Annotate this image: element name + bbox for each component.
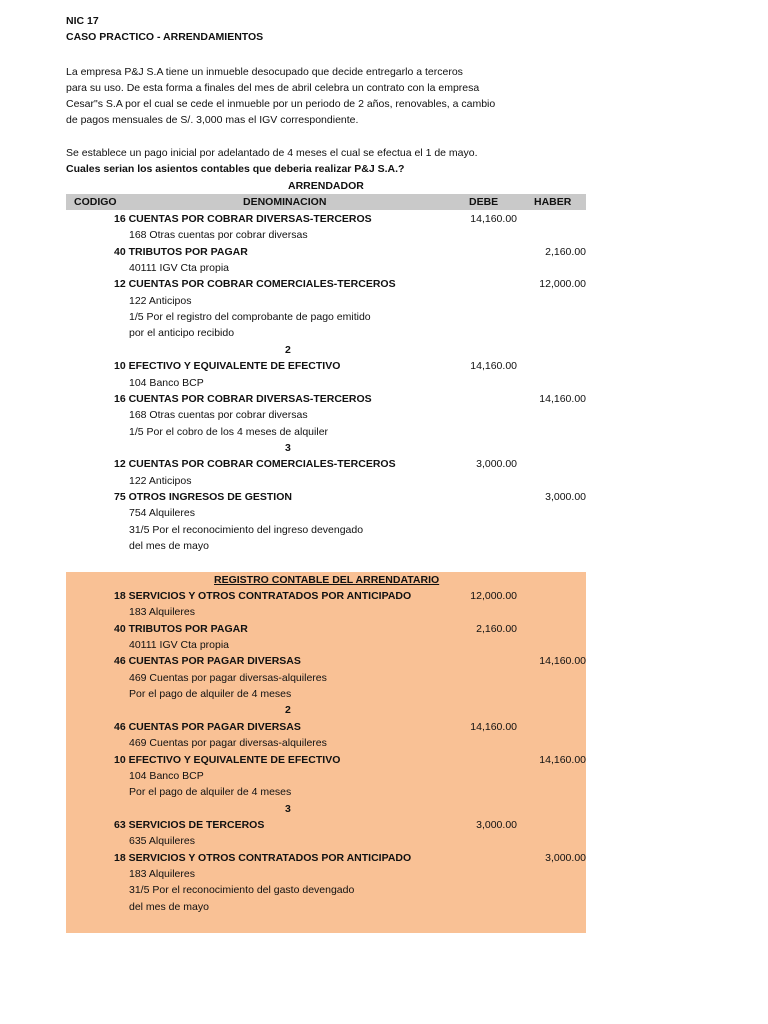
arrendatario-row-text: 635 Alquileres [129, 835, 195, 848]
arrendatario-row-debe: 3,000.00 [476, 818, 517, 831]
arrendatario-row-debe: 14,160.00 [470, 720, 517, 733]
arrendador-row-text: 168 Otras cuentas por cobrar diversas [129, 229, 308, 242]
arrendador-row-text: 1/5 Por el cobro de los 4 meses de alquiler [129, 425, 329, 438]
arrendatario-title: REGISTRO CONTABLE DEL ARRENDATARIO [214, 574, 440, 586]
arrendador-row-text: 16 CUENTAS POR COBRAR DIVERSAS-TERCEROS [114, 213, 372, 225]
arrendador-row-haber: 14,160.00 [539, 392, 586, 405]
arrendatario-row-text: Por el pago de alquiler de 4 meses [129, 786, 292, 799]
arrendatario-row-text: Por el pago de alquiler de 4 meses [129, 688, 292, 701]
arrendador-row-haber: 2,160.00 [545, 245, 586, 258]
arrendador-row-text: 1/5 Por el registro del comprobante de pago emitido [129, 311, 371, 324]
arrendatario-row-haber: 3,000.00 [545, 851, 586, 864]
intro-line-4: de pagos mensuales de S/. 3,000 mas el IGV correspondiente. [66, 114, 359, 126]
arrendador-row-text: 16 CUENTAS POR COBRAR DIVERSAS-TERCEROS [114, 392, 372, 405]
arrendador-title: ARRENDADOR [288, 180, 364, 192]
intro-line-2: para su uso. De esta forma a finales del mes de abril celebra un contrato con la empresa [66, 82, 480, 94]
arrendador-row-text: 754 Alquileres [129, 507, 195, 520]
arrendador-row-debe: 3,000.00 [476, 458, 517, 471]
arrendatario-row-text: 3 [285, 802, 291, 815]
arrendatario-row-text: del mes de mayo [129, 900, 209, 913]
arrendatario-row-text: 63 SERVICIOS DE TERCEROS [114, 818, 265, 831]
col-haber: HABER [534, 196, 572, 208]
arrendador-row-text: 31/5 Por el reconocimiento del ingreso devengado [129, 523, 364, 536]
arrendatario-row-text: 469 Cuentas por pagar diversas-alquileres [129, 671, 327, 684]
col-denominacion: DENOMINACION [243, 196, 327, 208]
arrendador-row-text: 10 EFECTIVO Y EQUIVALENTE DE EFECTIVO [114, 360, 341, 373]
arrendador-row-text: 104 Banco BCP [129, 376, 204, 389]
intro-line-1: La empresa P&J S.A tiene un inmueble desocupado que decide entregarlo a terceros [66, 66, 463, 78]
arrendatario-row-text: 10 EFECTIVO Y EQUIVALENTE DE EFECTIVO [114, 753, 341, 766]
arrendatario-row-text: 469 Cuentas por pagar diversas-alquileres [129, 737, 327, 750]
arrendatario-row-text: 40 TRIBUTOS POR PAGAR [114, 622, 248, 635]
arrendatario-row-text: 46 CUENTAS POR PAGAR DIVERSAS [114, 655, 301, 668]
arrendatario-row-text: 18 SERVICIOS Y OTROS CONTRATADOS POR ANTICIPADO [114, 590, 412, 602]
arrendador-row-text: del mes de mayo [129, 540, 209, 552]
arrendatario-row-debe: 2,160.00 [476, 622, 517, 635]
arrendador-row-text: 122 Anticipos [129, 294, 192, 307]
arrendatario-row-text: 104 Banco BCP [129, 769, 204, 782]
arrendador-row-text: 40 TRIBUTOS POR PAGAR [114, 245, 248, 258]
doc-subtitle: CASO PRACTICO - ARRENDAMIENTOS [66, 31, 264, 43]
arrendador-row-haber: 12,000.00 [539, 278, 586, 291]
arrendador-row-debe: 14,160.00 [470, 213, 517, 225]
arrendatario-row-text: 40111 IGV Cta propia [129, 639, 230, 652]
doc-title: NIC 17 [66, 15, 99, 27]
arrendador-row-text: 40111 IGV Cta propia [129, 262, 230, 275]
arrendador-row-text: 122 Anticipos [129, 474, 192, 487]
arrendatario-row-text: 46 CUENTAS POR PAGAR DIVERSAS [114, 720, 301, 733]
col-debe: DEBE [469, 196, 499, 208]
arrendatario-row-text: 31/5 Por el reconocimiento del gasto devengado [129, 884, 355, 897]
arrendador-row-text: 75 OTROS INGRESOS DE GESTION [114, 490, 292, 503]
arrendador-row-text: 12 CUENTAS POR COBRAR COMERCIALES-TERCEROS [114, 278, 396, 291]
arrendatario-row-text: 2 [285, 704, 291, 717]
col-codigo: CODIGO [74, 196, 117, 208]
arrendatario-row-debe: 12,000.00 [470, 590, 517, 602]
arrendatario-row-text: 183 Alquileres [129, 867, 195, 880]
arrendador-row-text: 12 CUENTAS POR COBRAR COMERCIALES-TERCEROS [114, 458, 396, 471]
question: Cuales serian los asientos contables que deberia realizar P&J S.A.? [66, 163, 405, 175]
arrendador-row-text: 2 [285, 343, 291, 356]
arrendador-row-haber: 3,000.00 [545, 490, 586, 503]
arrendatario-row-text: 183 Alquileres [129, 606, 195, 619]
arrendador-row-text: 168 Otras cuentas por cobrar diversas [129, 409, 308, 422]
arrendatario-row-text: 18 SERVICIOS Y OTROS CONTRATADOS POR ANTICIPADO [114, 851, 412, 864]
arrendatario-row-haber: 14,160.00 [539, 655, 586, 668]
arrendatario-row-haber: 14,160.00 [539, 753, 586, 766]
arrendador-row-text: por el anticipo recibido [129, 327, 235, 340]
intro-line-5: Se establece un pago inicial por adelantado de 4 meses el cual se efectua el 1 de mayo. [66, 147, 478, 159]
arrendador-row-text: 3 [285, 441, 291, 454]
intro-line-3: Cesar"s S.A por el cual se cede el inmueble por un periodo de 2 años, renovables, a cambio [66, 98, 496, 110]
arrendador-row-debe: 14,160.00 [470, 360, 517, 373]
